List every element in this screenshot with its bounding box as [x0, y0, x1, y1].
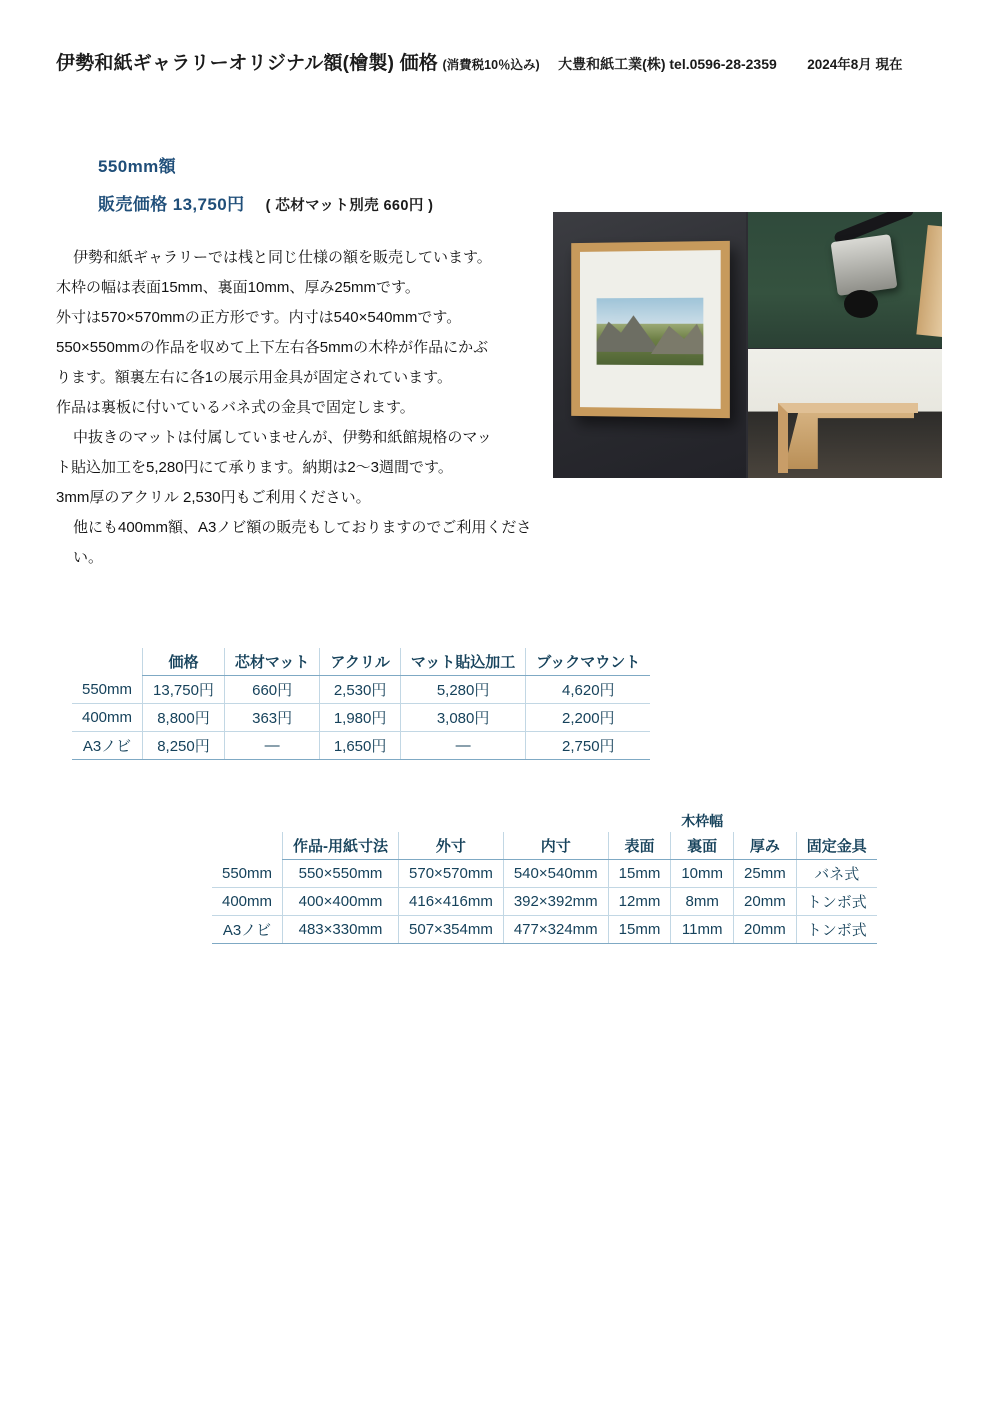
- spec-r0-c4: 15mm: [608, 860, 671, 888]
- body-line-1: 伊勢和紙ギャラリーでは桟と同じ仕様の額を販売しています。: [73, 249, 492, 266]
- body-line-9: 3mm厚のアクリル 2,530円もご利用ください。: [56, 489, 371, 506]
- spec-group-header-row: [212, 808, 877, 832]
- price-col-5: ブックマウント: [526, 648, 650, 676]
- price-col-1: 価格: [143, 648, 225, 676]
- document-header: [56, 48, 944, 75]
- spec-r0-c3: 540×540mm: [503, 860, 608, 888]
- price-col-4: マット貼込加工: [400, 648, 525, 676]
- highlight-frame-size: 550mm額: [98, 157, 176, 176]
- price-r1-c5: 2,200円: [526, 704, 650, 732]
- spring-clip: [831, 234, 898, 296]
- company-contact: 大豊和紙工業(株) tel.0596-28-2359: [558, 56, 777, 72]
- spec-r1-c4: 12mm: [608, 888, 671, 916]
- spec-r1-c1: 400×400mm: [283, 888, 399, 916]
- spec-r0-c2: 570×570mm: [399, 860, 504, 888]
- effective-date: 2024年8月 現在: [807, 57, 903, 72]
- price-r2-c0: A3ノビ: [72, 732, 143, 760]
- price-r2-c3: 1,650円: [320, 732, 401, 760]
- price-col-2: 芯材マット: [224, 648, 319, 676]
- spec-col-5: 裏面: [671, 832, 734, 860]
- body-line-8: ト貼込加工を5,280円にて承ります。納期は2〜3週間です。: [56, 459, 453, 476]
- price-col-0: [72, 648, 143, 676]
- photo-frame-corner-detail: [748, 349, 942, 478]
- table-row: [72, 676, 650, 704]
- spec-group-blank-0: [212, 808, 283, 832]
- frame-mat: [580, 250, 721, 409]
- body-copy: [56, 243, 556, 573]
- price-r1-c2: 363円: [224, 704, 319, 732]
- body-line-3: 外寸は570×570mmの正方形です。内寸は540×540mmです。: [56, 309, 462, 326]
- spec-group-blank-3: [503, 808, 608, 832]
- spec-col-0: [212, 832, 283, 860]
- table-header-row: [212, 832, 877, 860]
- spec-table-wrapper: [212, 808, 877, 944]
- price-r0-c5: 4,620円: [526, 676, 650, 704]
- price-r1-c1: 8,800円: [143, 704, 225, 732]
- body-line-7: 中抜きのマットは付属していませんが、伊勢和紙館規格のマッ: [73, 429, 492, 446]
- highlight-block: [98, 152, 433, 215]
- tax-note: (消費税10％込み): [442, 58, 540, 72]
- spec-group-blank-2: [399, 808, 504, 832]
- price-r0-c4: 5,280円: [400, 676, 525, 704]
- spec-r0-c1: 550×550mm: [283, 860, 399, 888]
- price-r2-c2: —: [224, 732, 319, 760]
- spec-r1-c0: 400mm: [212, 888, 283, 916]
- wooden-frame: [571, 241, 730, 418]
- spec-r2-c3: 477×324mm: [503, 916, 608, 944]
- spec-r1-c6: 20mm: [734, 888, 797, 916]
- spec-r1-c3: 392×392mm: [503, 888, 608, 916]
- photo-framed-artwork-on-wall: [553, 212, 746, 478]
- corner-wood-profile: [778, 403, 918, 473]
- body-line-2: 木枠の幅は表面15mm、裏面10mm、厚み25mmです。: [56, 279, 420, 296]
- spec-col-2: 外寸: [399, 832, 504, 860]
- spec-table: [212, 808, 877, 944]
- price-r2-c1: 8,250円: [143, 732, 225, 760]
- spec-r0-c5: 10mm: [671, 860, 734, 888]
- price-r0-c1: 13,750円: [143, 676, 225, 704]
- spec-group-blank-1: [283, 808, 399, 832]
- frame-edge-wood: [916, 225, 942, 337]
- highlight-mat-note: ( 芯材マット別売 660円 ): [265, 198, 434, 214]
- price-r1-c0: 400mm: [72, 704, 143, 732]
- body-line-10: 他にも400mm額、A3ノビ額の販売もしておりますのでご利用ください。: [73, 519, 532, 566]
- highlight-price: 販売価格 13,750円: [98, 195, 245, 214]
- spec-r2-c4: 15mm: [608, 916, 671, 944]
- spec-r2-c5: 11mm: [671, 916, 734, 944]
- spec-r0-c7: バネ式: [796, 860, 877, 888]
- spec-r2-c7: トンボ式: [796, 916, 877, 944]
- price-r0-c2: 660円: [224, 676, 319, 704]
- spec-col-4: 表面: [608, 832, 671, 860]
- price-r2-c4: —: [400, 732, 525, 760]
- price-r2-c5: 2,750円: [526, 732, 650, 760]
- page-title: 伊勢和紙ギャラリーオリジナル額(檜製) 価格: [56, 53, 439, 74]
- spec-r1-c7: トンボ式: [796, 888, 877, 916]
- spec-col-6: 厚み: [734, 832, 797, 860]
- spec-r0-c6: 25mm: [734, 860, 797, 888]
- table-row: [212, 916, 877, 944]
- spec-col-7: 固定金具: [796, 832, 877, 860]
- spec-r1-c5: 8mm: [671, 888, 734, 916]
- photo-spring-clip-hardware: [748, 212, 942, 348]
- table-row: [212, 860, 877, 888]
- price-col-3: アクリル: [320, 648, 401, 676]
- price-r1-c4: 3,080円: [400, 704, 525, 732]
- spec-r2-c6: 20mm: [734, 916, 797, 944]
- spec-r2-c0: A3ノビ: [212, 916, 283, 944]
- price-table: [72, 648, 650, 760]
- spec-r1-c2: 416×416mm: [399, 888, 504, 916]
- body-line-6: 作品は裏板に付いているバネ式の金具で固定します。: [56, 399, 415, 416]
- price-r0-c3: 2,530円: [320, 676, 401, 704]
- table-header-row: [72, 648, 650, 676]
- price-r0-c0: 550mm: [72, 676, 143, 704]
- table-row: [72, 732, 650, 760]
- spec-r2-c1: 483×330mm: [283, 916, 399, 944]
- spec-r0-c0: 550mm: [212, 860, 283, 888]
- body-line-5: ります。額裏左右に各1の展示用金具が固定されています。: [56, 369, 452, 386]
- price-r1-c3: 1,980円: [320, 704, 401, 732]
- table-row: [72, 704, 650, 732]
- price-table-wrapper: [72, 648, 650, 760]
- table-row: [212, 888, 877, 916]
- spec-group-label-frame-width: 木枠幅: [681, 813, 724, 829]
- product-photo-composite: [553, 212, 942, 478]
- spec-col-1: 作品-用紙寸法: [283, 832, 399, 860]
- spec-group-blank-4: [796, 808, 877, 832]
- spec-r2-c2: 507×354mm: [399, 916, 504, 944]
- spec-col-3: 内寸: [503, 832, 608, 860]
- clip-knob: [844, 290, 878, 318]
- mountain-photograph: [597, 298, 704, 366]
- body-line-4: 550×550mmの作品を収めて上下左右各5mmの木枠が作品にかぶ: [56, 339, 489, 356]
